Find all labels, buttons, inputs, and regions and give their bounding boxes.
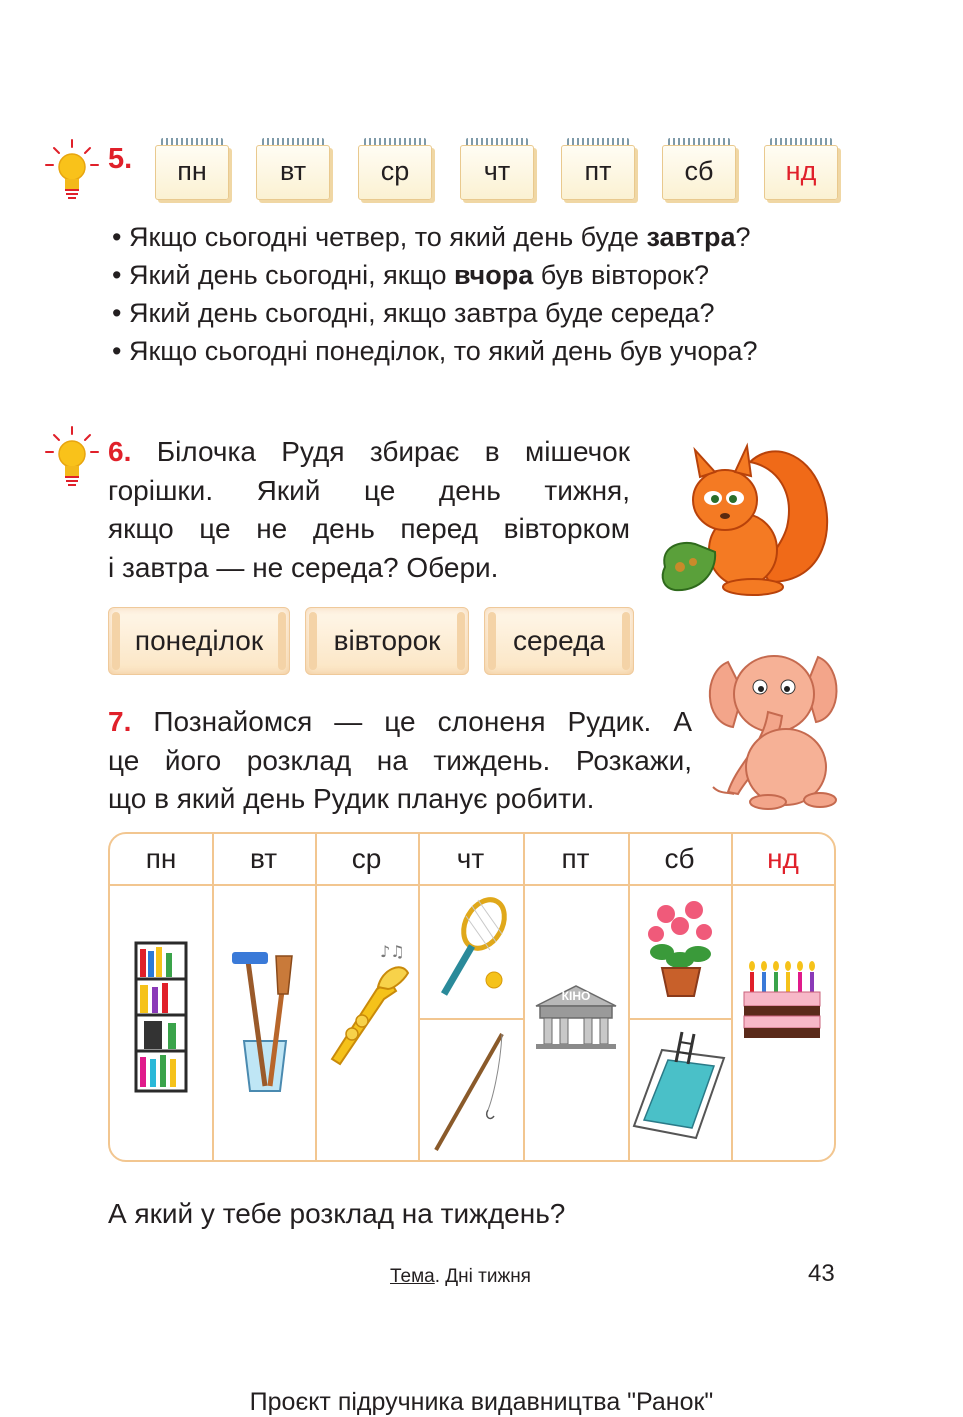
tennis-racket-icon [432, 894, 514, 1012]
header-sat: сб [664, 843, 695, 874]
lightbulb-icon [44, 425, 100, 487]
topic-footer: Тема. Дні тижня [390, 1266, 531, 1287]
header-thu: чт [456, 843, 485, 874]
squirrel-illustration [655, 432, 835, 600]
header-wed: ср [351, 843, 382, 874]
cinema-sign: КІНО [561, 989, 591, 1003]
question-1: • Якщо сьогодні четвер, то який день буде завтра? [112, 222, 751, 252]
elephant-illustration [708, 642, 840, 810]
svg-text:♪♫: ♪♫ [380, 942, 405, 961]
calendar-page-thu: чт [460, 138, 534, 200]
option-monday[interactable]: понеділок [108, 607, 290, 675]
publisher-credit: Проєкт підручника видавництва "Ранок" [249, 1388, 714, 1416]
task-7-text: 7. Познайомся — це слоненя Рудик. А це його розклад на тиждень. Розкажи, що в який день Рудик планує робити. [108, 706, 692, 814]
bookshelf-icon [132, 939, 192, 1095]
weekly-schedule-table [108, 832, 836, 1162]
fishing-rod-icon [428, 1030, 512, 1156]
option-wednesday[interactable]: середа [484, 607, 634, 675]
calendar-page-mon: пн [155, 138, 229, 200]
lightbulb-icon [44, 138, 100, 200]
question-4: • Якщо сьогодні понеділок, то який день був учора? [112, 336, 758, 366]
trumpet-icon [322, 939, 412, 1069]
calendar-page-sun: нд [764, 138, 838, 200]
calendar-page-sat: сб [662, 138, 736, 200]
birthday-cake-icon [742, 960, 822, 1044]
calendar-page-wed: ср [358, 138, 432, 200]
header-tue: вт [249, 843, 278, 874]
flower-pot-icon [640, 896, 722, 1000]
bottom-question: А який у тебе розклад на тиждень? [108, 1198, 566, 1229]
cleaning-tools-icon [230, 946, 300, 1096]
option-tuesday[interactable]: вівторок [305, 607, 469, 675]
page-number: 43 [808, 1260, 835, 1287]
question-2: • Який день сьогодні, якщо вчора був вівторок? [112, 260, 709, 290]
task-6-text: 6. Білочка Рудя збирає в мішечок горішки. Який це день тижня, якщо це не день перед вівторком і завтра — не середа? Обери. [108, 436, 630, 583]
header-fri: пт [561, 843, 590, 874]
weekday-calendar [155, 138, 845, 208]
question-3: • Який день сьогодні, якщо завтра буде середа? [112, 298, 715, 328]
calendar-page-tue: вт [256, 138, 330, 200]
header-sun: нд [767, 843, 799, 874]
header-mon: пн [145, 843, 177, 874]
task-5-number: 5. [108, 143, 133, 175]
calendar-page-fri: пт [561, 138, 635, 200]
swimming-pool-icon [632, 1030, 726, 1142]
